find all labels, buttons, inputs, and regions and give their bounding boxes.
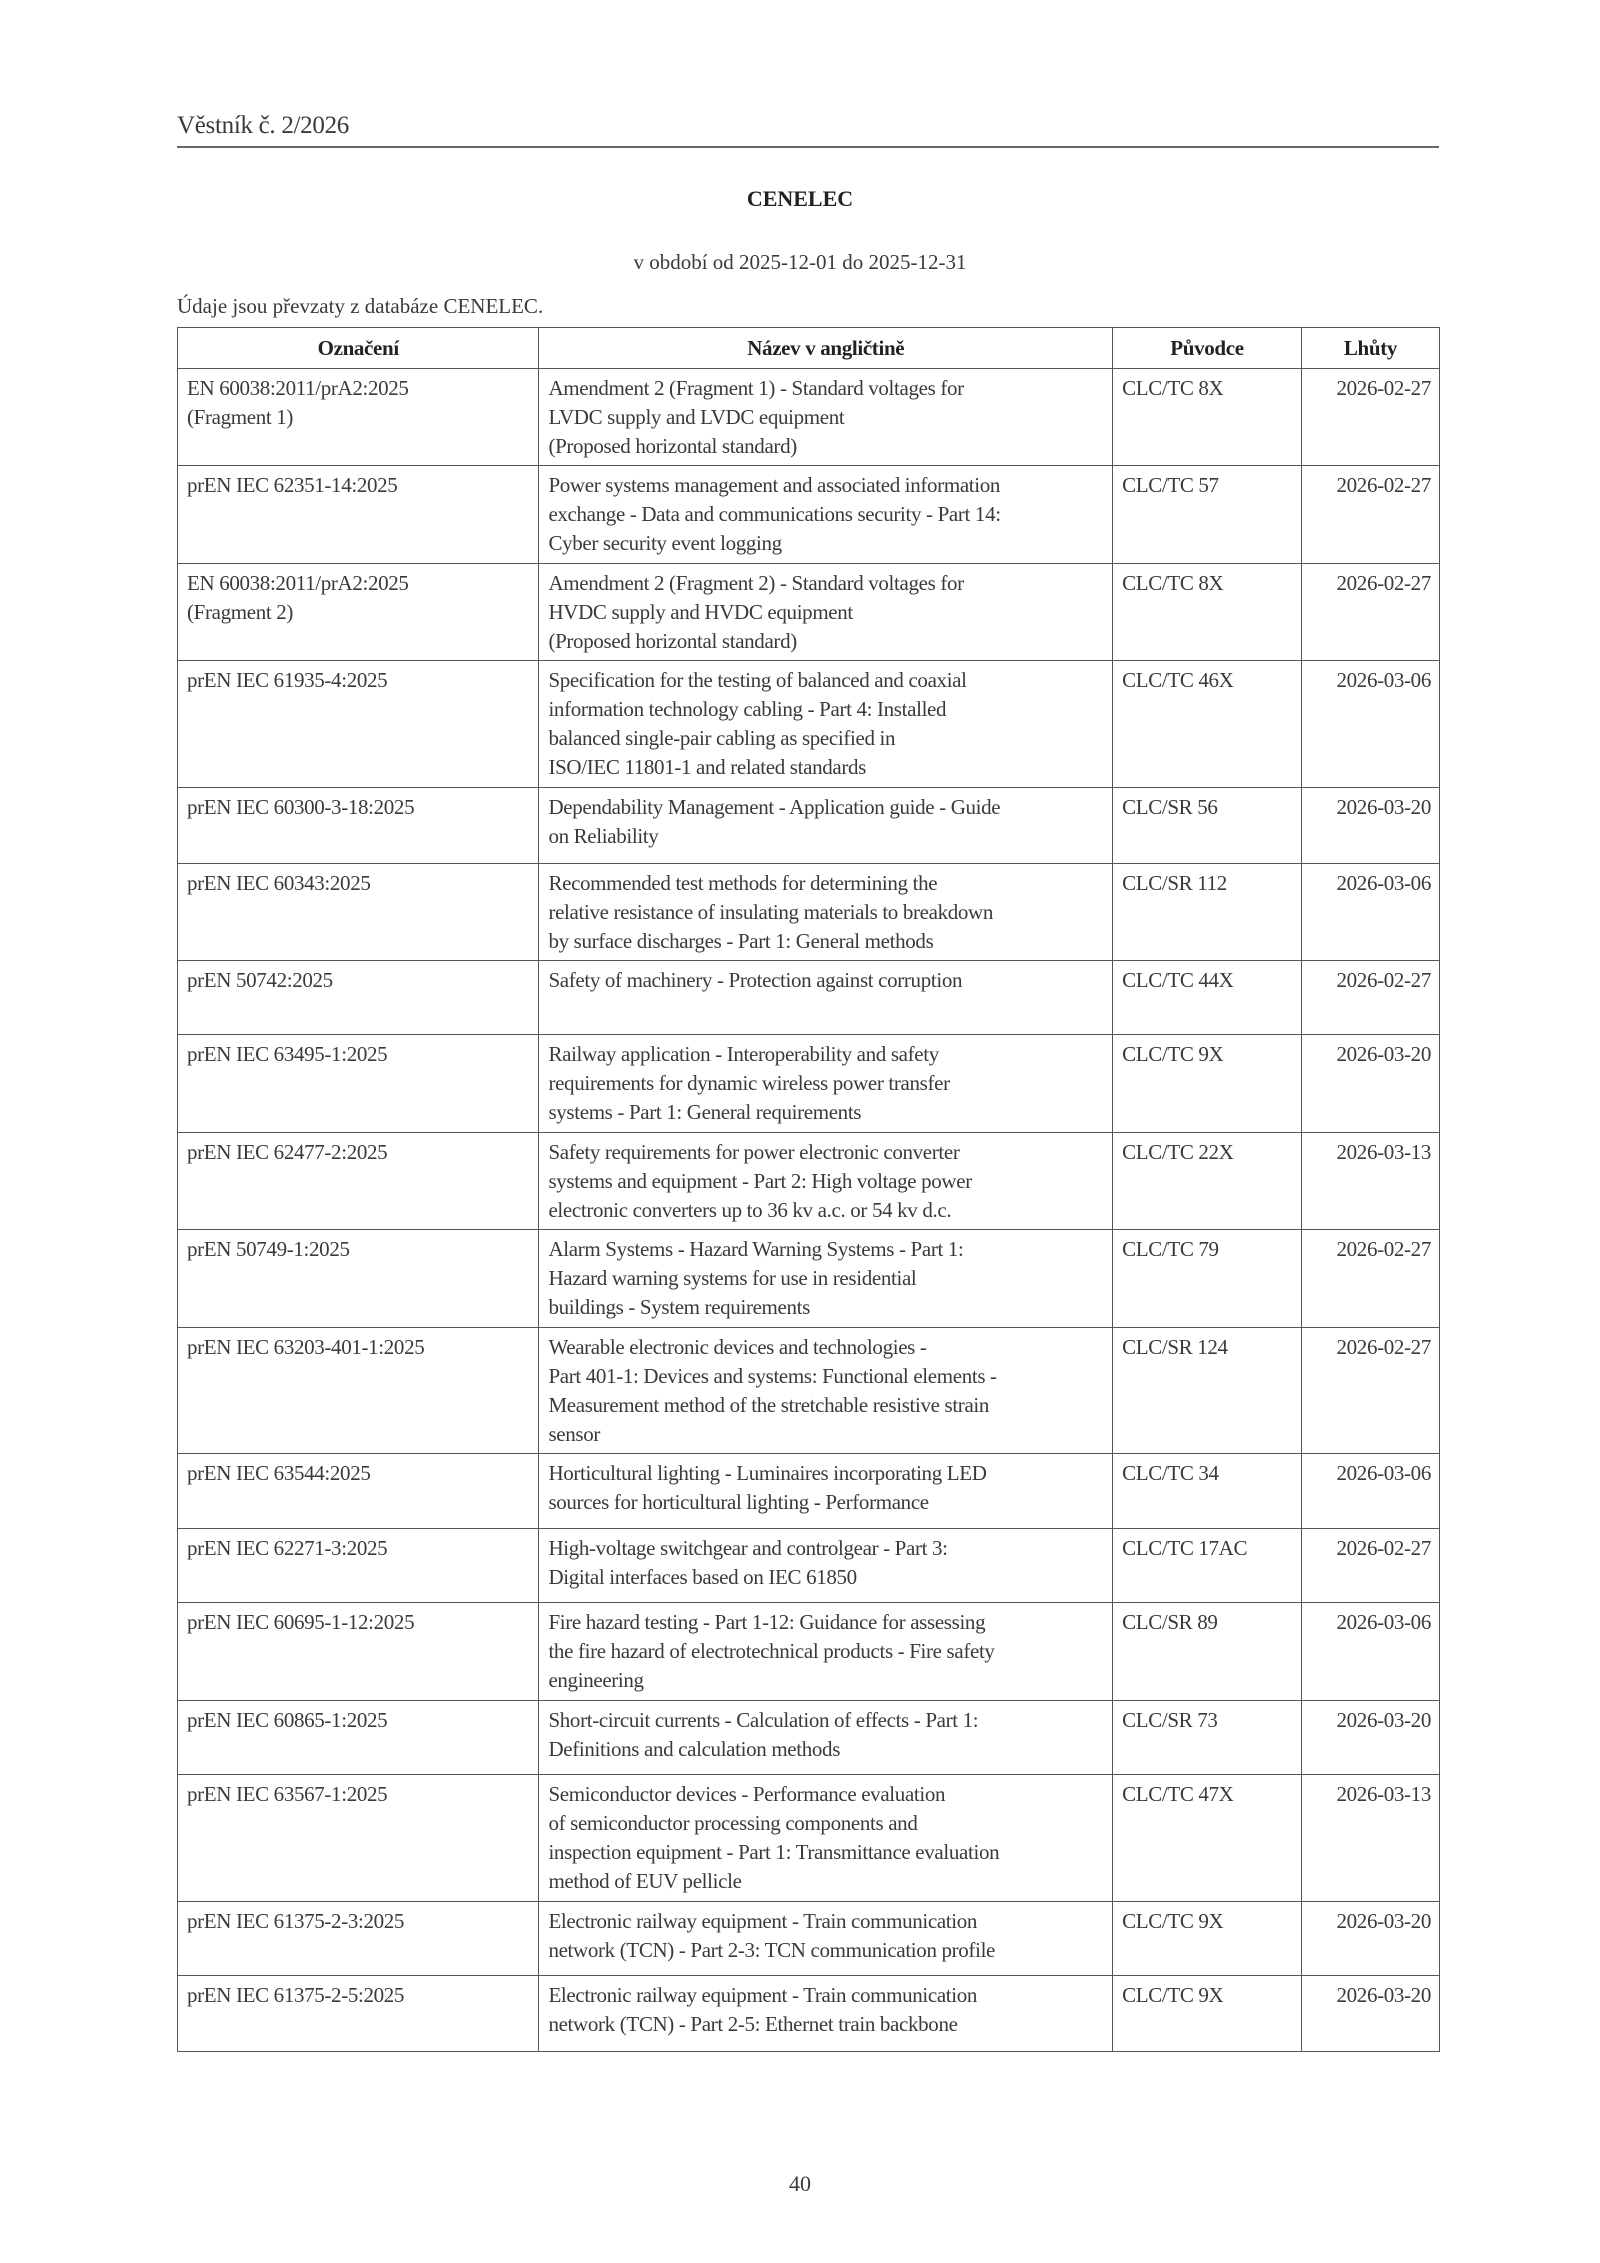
designation-cell: [178, 1454, 539, 1529]
designation-cell: [178, 1701, 539, 1775]
deadline-cell: 2026-03-20: [1301, 788, 1439, 864]
english-title-cell-line: systems - Part 1: General requirements: [548, 1100, 862, 1124]
deadline-cell: 2026-02-27: [1301, 369, 1439, 466]
english-title-cell-line: inspection equipment - Part 1: Transmittance evaluation: [548, 1840, 1000, 1864]
originator-cell: CLC/TC 57: [1113, 466, 1302, 564]
designation-cell: [178, 1529, 539, 1603]
english-title-cell: [539, 961, 1113, 1035]
originator-cell: CLC/TC 46X: [1113, 661, 1302, 788]
english-title-cell: [539, 564, 1113, 661]
english-title-cell: [539, 661, 1113, 788]
designation-cell-line: (Fragment 2): [187, 600, 294, 624]
english-title-cell-line: Horticultural lighting - Luminaires incorporating LED: [548, 1461, 987, 1485]
table-row: [178, 1902, 1440, 1976]
originator-cell: CLC/SR 112: [1113, 864, 1302, 961]
english-title-cell-line: Alarm Systems - Hazard Warning Systems - Part 1:: [548, 1237, 964, 1261]
english-title-cell-line: engineering: [548, 1668, 644, 1692]
deadline-cell: 2026-02-27: [1301, 564, 1439, 661]
table-row: [178, 788, 1440, 864]
english-title-cell: [539, 1133, 1113, 1230]
english-title-cell-line: balanced single-pair cabling as specified in: [548, 726, 896, 750]
designation-cell-line: EN 60038:2011/prA2:2025: [187, 376, 409, 400]
english-title-cell: [539, 1603, 1113, 1701]
designation-cell: [178, 369, 539, 466]
english-title-cell-line: Fire hazard testing - Part 1-12: Guidance for assessing: [548, 1610, 986, 1634]
english-title-cell: [539, 1902, 1113, 1976]
originator-cell: CLC/TC 47X: [1113, 1775, 1302, 1902]
english-title-cell-line: High-voltage switchgear and controlgear - Part 3:: [548, 1536, 948, 1560]
english-title-cell: [539, 1328, 1113, 1454]
section-title: CENELEC: [746, 186, 854, 211]
english-title-cell-line: Electronic railway equipment - Train communication: [548, 1909, 978, 1933]
designation-cell-line: EN 60038:2011/prA2:2025: [187, 571, 409, 595]
originator-cell: CLC/SR 56: [1113, 788, 1302, 864]
designation-cell: [178, 864, 539, 961]
deadline-cell: 2026-03-06: [1301, 1603, 1439, 1701]
english-title-cell-line: (Proposed horizontal standard): [548, 434, 797, 458]
deadline-cell: 2026-03-20: [1301, 1976, 1439, 2052]
originator-cell: CLC/TC 34: [1113, 1454, 1302, 1529]
english-title-cell-line: Recommended test methods for determining the: [548, 871, 938, 895]
designation-cell-line: (Fragment 1): [187, 405, 294, 429]
english-title-cell-line: (Proposed horizontal standard): [548, 629, 797, 653]
designation-cell: [178, 1230, 539, 1328]
english-title-cell-line: relative resistance of insulating materials to breakdown: [548, 900, 994, 924]
designation-cell-line: prEN IEC 63495-1:2025: [187, 1042, 388, 1066]
english-title-cell-line: Wearable electronic devices and technologies -: [548, 1335, 927, 1359]
table-row: [178, 1976, 1440, 2052]
source-note: Údaje jsou převzaty z databáze CENELEC.: [177, 294, 544, 318]
deadline-cell: 2026-02-27: [1301, 1529, 1439, 1603]
originator-cell: CLC/TC 17AC: [1113, 1529, 1302, 1603]
deadline-cell: 2026-03-20: [1301, 1035, 1439, 1133]
designation-cell-line: prEN IEC 61375-2-3:2025: [187, 1909, 405, 1933]
table-body: [178, 369, 1440, 2052]
english-title-cell-line: method of EUV pellicle: [548, 1869, 742, 1893]
originator-cell: CLC/TC 22X: [1113, 1133, 1302, 1230]
designation-cell: [178, 1133, 539, 1230]
english-title-cell-line: sensor: [548, 1422, 600, 1446]
english-title-cell-line: on Reliability: [548, 824, 659, 848]
table-row: [178, 961, 1440, 1035]
designation-cell: [178, 1902, 539, 1976]
english-title-cell-line: exchange - Data and communications security - Part 14:: [548, 502, 1001, 526]
designation-cell-line: prEN IEC 60300-3-18:2025: [187, 795, 415, 819]
english-title-cell: [539, 1454, 1113, 1529]
page-number: 40: [789, 2171, 811, 2196]
english-title-cell-line: Electronic railway equipment - Train communication: [548, 1983, 978, 2007]
table-row: [178, 1701, 1440, 1775]
column-header-designation: Označení: [178, 328, 539, 369]
english-title-cell-line: Cyber security event logging: [548, 531, 782, 555]
table-header-row: [178, 328, 1440, 369]
originator-cell: CLC/TC 9X: [1113, 1902, 1302, 1976]
designation-cell-line: prEN 50749-1:2025: [187, 1237, 350, 1261]
english-title-cell-line: Hazard warning systems for use in residential: [548, 1266, 917, 1290]
english-title-cell: [539, 864, 1113, 961]
column-header-english-title: Název v angličtině: [539, 328, 1113, 369]
column-header-originator: Původce: [1113, 328, 1302, 369]
deadline-cell: 2026-03-13: [1301, 1775, 1439, 1902]
english-title-cell-line: Safety requirements for power electronic converter: [548, 1140, 960, 1164]
english-title-cell-line: Safety of machinery - Protection against corruption: [548, 968, 963, 992]
table-row: [178, 1230, 1440, 1328]
english-title-cell: [539, 788, 1113, 864]
period-text: v období od 2025-12-01 do 2025-12-31: [633, 250, 967, 274]
table-row: [178, 1454, 1440, 1529]
designation-cell: [178, 1603, 539, 1701]
designation-cell: [178, 788, 539, 864]
deadline-cell: 2026-02-27: [1301, 1328, 1439, 1454]
english-title-cell-line: by surface discharges - Part 1: General methods: [548, 929, 934, 953]
english-title-cell-line: Amendment 2 (Fragment 2) - Standard voltages for: [548, 571, 964, 595]
designation-cell: [178, 564, 539, 661]
deadline-cell: 2026-03-20: [1301, 1902, 1439, 1976]
english-title-cell: [539, 1035, 1113, 1133]
english-title-cell: [539, 1701, 1113, 1775]
table-row: [178, 466, 1440, 564]
designation-cell: [178, 961, 539, 1035]
english-title-cell-line: systems and equipment - Part 2: High voltage power: [548, 1169, 972, 1193]
designation-cell-line: prEN IEC 63544:2025: [187, 1461, 371, 1485]
table-row: [178, 1328, 1440, 1454]
designation-cell-line: prEN IEC 62477-2:2025: [187, 1140, 388, 1164]
english-title-cell-line: Power systems management and associated information: [548, 473, 1001, 497]
english-title-cell-line: HVDC supply and HVDC equipment: [548, 600, 853, 624]
english-title-cell: [539, 369, 1113, 466]
designation-cell-line: prEN IEC 61375-2-5:2025: [187, 1983, 405, 2007]
designation-cell-line: prEN IEC 63203-401-1:2025: [187, 1335, 425, 1359]
english-title-cell-line: the fire hazard of electrotechnical products - Fire safety: [548, 1639, 995, 1663]
table-row: [178, 1775, 1440, 1902]
designation-cell-line: prEN IEC 60865-1:2025: [187, 1708, 388, 1732]
standards-table: [177, 327, 1440, 2052]
english-title-cell-line: Semiconductor devices - Performance evaluation: [548, 1782, 946, 1806]
table-row: [178, 1133, 1440, 1230]
english-title-cell-line: network (TCN) - Part 2-5: Ethernet train backbone: [548, 2012, 958, 2036]
english-title-cell-line: ISO/IEC 11801-1 and related standards: [548, 755, 866, 779]
english-title-cell: [539, 1976, 1113, 2052]
english-title-cell-line: Specification for the testing of balanced and coaxial: [548, 668, 967, 692]
english-title-cell: [539, 1230, 1113, 1328]
deadline-cell: 2026-03-06: [1301, 864, 1439, 961]
originator-cell: CLC/TC 8X: [1113, 369, 1302, 466]
originator-cell: CLC/SR 73: [1113, 1701, 1302, 1775]
table-row: [178, 1603, 1440, 1701]
english-title-cell-line: Part 401-1: Devices and systems: Functional elements -: [548, 1364, 997, 1388]
english-title-cell-line: information technology cabling - Part 4: Installed: [548, 697, 947, 721]
designation-cell-line: prEN IEC 61935-4:2025: [187, 668, 388, 692]
designation-cell-line: prEN IEC 62271-3:2025: [187, 1536, 388, 1560]
english-title-cell-line: Amendment 2 (Fragment 1) - Standard voltages for: [548, 376, 964, 400]
english-title-cell-line: Definitions and calculation methods: [548, 1737, 841, 1761]
english-title-cell-line: Short-circuit currents - Calculation of effects - Part 1:: [548, 1708, 979, 1732]
designation-cell: [178, 466, 539, 564]
english-title-cell-line: Dependability Management - Application guide - Guide: [548, 795, 1001, 819]
designation-cell-line: prEN IEC 60695-1-12:2025: [187, 1610, 415, 1634]
english-title-cell-line: requirements for dynamic wireless power transfer: [548, 1071, 950, 1095]
originator-cell: CLC/TC 8X: [1113, 564, 1302, 661]
designation-cell-line: prEN IEC 60343:2025: [187, 871, 371, 895]
deadline-cell: 2026-02-27: [1301, 1230, 1439, 1328]
originator-cell: CLC/TC 79: [1113, 1230, 1302, 1328]
table-row: [178, 369, 1440, 466]
deadline-cell: 2026-03-13: [1301, 1133, 1439, 1230]
english-title-cell-line: Railway application - Interoperability and safety: [548, 1042, 939, 1066]
deadline-cell: 2026-03-20: [1301, 1701, 1439, 1775]
designation-cell: [178, 1035, 539, 1133]
journal-header: Věstník č. 2/2026: [177, 112, 349, 139]
english-title-cell-line: LVDC supply and LVDC equipment: [548, 405, 845, 429]
english-title-cell-line: Measurement method of the stretchable resistive strain: [548, 1393, 990, 1417]
designation-cell-line: prEN IEC 63567-1:2025: [187, 1782, 388, 1806]
header-divider: [177, 146, 1439, 148]
originator-cell: CLC/TC 9X: [1113, 1035, 1302, 1133]
table-row: [178, 1035, 1440, 1133]
designation-cell: [178, 1775, 539, 1902]
designation-cell: [178, 1328, 539, 1454]
originator-cell: CLC/TC 44X: [1113, 961, 1302, 1035]
originator-cell: CLC/SR 124: [1113, 1328, 1302, 1454]
deadline-cell: 2026-02-27: [1301, 961, 1439, 1035]
designation-cell-line: prEN 50742:2025: [187, 968, 333, 992]
deadline-cell: 2026-03-06: [1301, 1454, 1439, 1529]
deadline-cell: 2026-02-27: [1301, 466, 1439, 564]
originator-cell: CLC/TC 9X: [1113, 1976, 1302, 2052]
table-row: [178, 864, 1440, 961]
english-title-cell-line: of semiconductor processing components and: [548, 1811, 918, 1835]
english-title-cell-line: electronic converters up to 36 kv a.c. or 54 kv d.c.: [548, 1198, 952, 1222]
english-title-cell: [539, 466, 1113, 564]
table-row: [178, 661, 1440, 788]
originator-cell: CLC/SR 89: [1113, 1603, 1302, 1701]
english-title-cell: [539, 1775, 1113, 1902]
deadline-cell: 2026-03-06: [1301, 661, 1439, 788]
english-title-cell-line: network (TCN) - Part 2-3: TCN communication profile: [548, 1938, 996, 1962]
english-title-cell-line: buildings - System requirements: [548, 1295, 810, 1319]
designation-cell: [178, 1976, 539, 2052]
designation-cell: [178, 661, 539, 788]
english-title-cell-line: Digital interfaces based on IEC 61850: [548, 1565, 857, 1589]
english-title-cell: [539, 1529, 1113, 1603]
table-row: [178, 1529, 1440, 1603]
designation-cell-line: prEN IEC 62351-14:2025: [187, 473, 398, 497]
table-row: [178, 564, 1440, 661]
column-header-deadline: Lhůty: [1301, 328, 1439, 369]
english-title-cell-line: sources for horticultural lighting - Performance: [548, 1490, 929, 1514]
